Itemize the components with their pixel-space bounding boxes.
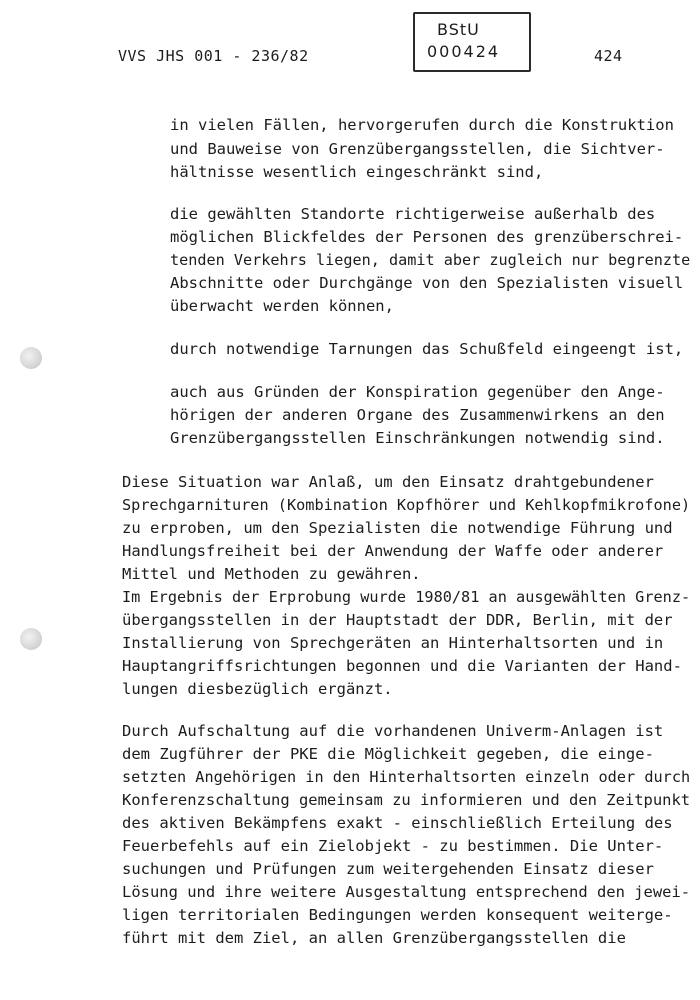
- text-line: suchungen und Prüfungen zum weitergehenden Einsatz dieser: [122, 860, 654, 878]
- text-line: übergangsstellen in der Hauptstadt der DDR, Berlin, mit der: [122, 611, 673, 629]
- text-line: durch notwendige Tarnungen das Schußfeld eingeengt ist,: [170, 340, 684, 358]
- stamp-number: 000424: [427, 42, 501, 61]
- text-line: überwacht werden können,: [170, 297, 394, 315]
- text-line: des aktiven Bekämpfens exakt - einschließlich Erteilung des: [122, 814, 673, 832]
- text-line: führt mit dem Ziel, an allen Grenzübergangsstellen die: [122, 929, 626, 947]
- text-line: auch aus Gründen der Konspiration gegenüber den Ange-: [170, 383, 665, 401]
- text-line: die gewählten Standorte richtigerweise außerhalb des: [170, 205, 656, 223]
- text-line: ligen territorialen Bedingungen werden konsequent weiterge-: [122, 906, 673, 924]
- punch-hole-icon: [20, 347, 42, 369]
- text-line: Diese Situation war Anlaß, um den Einsatz drahtgebundener: [122, 473, 654, 491]
- text-line: hältnisse wesentlich eingeschränkt sind,: [170, 163, 544, 181]
- text-line: Durch Aufschaltung auf die vorhandenen Univerm-Anlagen ist: [122, 722, 664, 740]
- text-line: Handlungsfreiheit bei der Anwendung der Waffe oder anderer: [122, 542, 664, 560]
- page-number: 424: [594, 47, 623, 65]
- text-line: Installierung von Sprechgeräten an Hinterhaltsorten und in: [122, 634, 664, 652]
- text-line: tenden Verkehrs liegen, damit aber zugleich nur begrenzte: [170, 251, 691, 269]
- text-line: dem Zugführer der PKE die Möglichkeit gegeben, die einge-: [122, 745, 654, 763]
- text-line: möglichen Blickfeldes der Personen des grenzüberschrei-: [170, 228, 684, 246]
- archive-stamp: [413, 12, 531, 72]
- text-line: Sprechgarnituren (Kombination Kopfhörer und Kehlkopfmikrofone): [122, 496, 691, 514]
- document-reference: VVS JHS 001 - 236/82: [118, 47, 309, 65]
- text-line: zu erproben, um den Spezialisten die notwendige Führung und: [122, 519, 673, 537]
- text-line: setzten Angehörigen in den Hinterhaltsorten einzeln oder durch: [122, 768, 691, 786]
- text-line: Konferenzschaltung gemeinsam zu informieren und den Zeitpunkt: [122, 791, 691, 809]
- text-line: und Bauweise von Grenzübergangsstellen, die Sichtver-: [170, 140, 665, 158]
- text-line: Grenzübergangsstellen Einschränkungen notwendig sind.: [170, 429, 665, 447]
- text-line: lungen diesbezüglich ergänzt.: [122, 680, 393, 698]
- text-line: Hauptangriffsrichtungen begonnen und die Varianten der Hand-: [122, 657, 682, 675]
- text-line: in vielen Fällen, hervorgerufen durch die Konstruktion: [170, 116, 674, 134]
- stamp-label: BStU: [437, 20, 480, 39]
- text-line: hörigen der anderen Organe des Zusammenwirkens an den: [170, 406, 665, 424]
- text-line: Mittel und Methoden zu gewähren.: [122, 565, 421, 583]
- punch-hole-icon: [20, 628, 42, 650]
- text-line: Abschnitte oder Durchgänge von den Spezialisten visuell: [170, 274, 684, 292]
- text-line: Im Ergebnis der Erprobung wurde 1980/81 an ausgewählten Grenz-: [122, 588, 691, 606]
- text-line: Lösung und ihre weitere Ausgestaltung entsprechend den jewei-: [122, 883, 691, 901]
- text-line: Feuerbefehls auf ein Zielobjekt - zu bestimmen. Die Unter-: [122, 837, 664, 855]
